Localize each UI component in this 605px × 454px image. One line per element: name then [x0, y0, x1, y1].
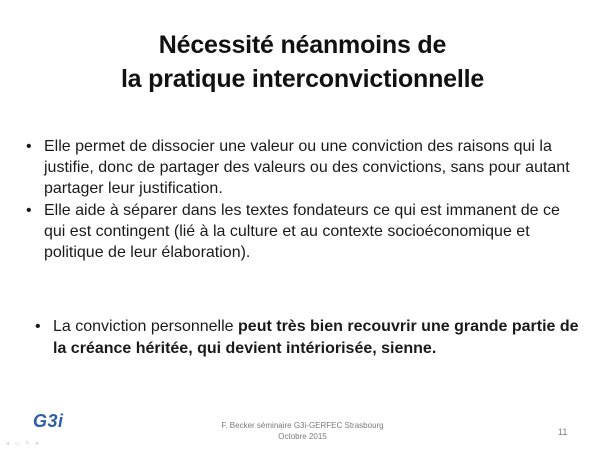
- previous-slide-icon[interactable]: ◂: [5, 441, 9, 447]
- bullet-marker: •: [26, 202, 32, 219]
- slide-title-line-1: Nécessité néanmoins de: [158, 31, 447, 59]
- slideshow-nav-controls: [4, 441, 41, 447]
- bullet-item-2: [24, 200, 584, 263]
- g3i-logo: G3i: [33, 411, 64, 431]
- highlight-normal-text: La conviction personnelle: [53, 318, 239, 335]
- pen-icon[interactable]: ✎: [24, 441, 31, 447]
- bullet-list: [24, 136, 584, 264]
- footer-credit-line-1: F. Becker séminaire G3i-GERFEC Strasbourg: [221, 421, 384, 430]
- slide-menu-icon[interactable]: ▭: [14, 441, 21, 447]
- slide-number: 11: [558, 427, 568, 437]
- bullet-text-2: Elle aide à séparer dans les textes fondateurs ce qui est immanent de ce qui est contingent (lié à la culture et au contexte socioéconomique et politique de leur élaboration).: [44, 202, 560, 261]
- bullet-marker: •: [35, 318, 41, 335]
- slide-title-line-2: la pratique interconvictionnelle: [120, 65, 485, 93]
- bullet-marker: •: [26, 138, 32, 155]
- bullet-text-1: Elle permet de dissocier une valeur ou une conviction des raisons qui la justifie, donc de partager des valeurs ou des convictions, sans pour autant partager leur justification.: [44, 138, 570, 197]
- footer-credit-line-2: Octobre 2015: [278, 432, 327, 441]
- highlight-bold-text: peut très bien recouvrir une grande partie de la créance héritée, qui devient intériorisée, sienne.: [53, 318, 579, 357]
- slide-title: [0, 28, 605, 96]
- footer-credit: [160, 420, 445, 442]
- next-slide-icon[interactable]: ▸: [35, 441, 39, 447]
- highlight-bullet: [33, 316, 593, 360]
- bullet-item-1: [24, 136, 584, 199]
